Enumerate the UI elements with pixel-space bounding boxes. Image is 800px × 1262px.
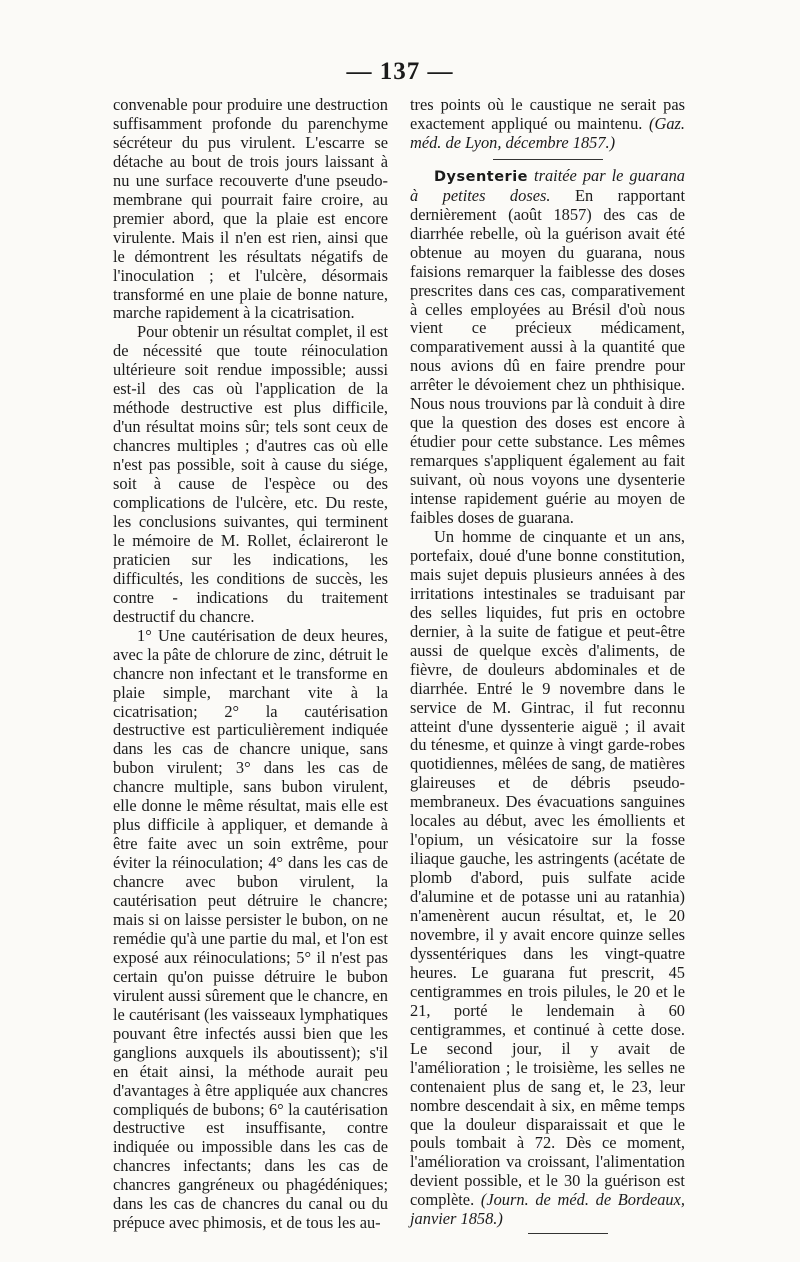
right-column — [410, 96, 685, 1234]
paragraph-continuation: convenable pour produire une destruction suffisamment profonde du parenchyme sécréteur du pus virulent. L'escarre se détache au bout de trois jours laissant à nu une surface recouverte d'une pseudo-membrane qui pourrait faire croire, au premier abord, que la plaie est encore virulente. Mais il n'en est rien, ainsi que le démontrent les résultats négatifs de l'inoculation ; et l'ulcère, désormais transformé en une plaie de bonne nature, marche rapidement à la cicatrisation. — [113, 95, 388, 323]
section-divider — [493, 159, 603, 160]
paragraph-conclusions-list: 1° Une cautérisation de deux heures, avec la pâte de chlorure de zinc, détruit le chancre non infectant et le transforme en plaie simple, marchant vite à la cicatrisation; 2° la cautérisation destructive est particulièrement indiquée dans les cas de chancre unique, sans bubon virulent; 3° dans les cas de chancre multiple, sans bubon virulent, elle donne le même résultat, mais elle est plus difficile à appliquer, et demande à être faite avec un soin extrême, pour éviter la réinoculation; 4° dans les cas de chancre avec bubon virulent, la cautérisation peut détruire le chancre; mais si on laisse persister le bubon, on ne remédie qu'à une partie du mal, et l'on est exposé aux réinoculations; 5° il n'est pas certain qu'on puisse détruire le bubon virulent aussi sûrement que le chancre, en le cautérisant (les vaisseaux lymphatiques pouvant être infectés aussi bien que les ganglions auxquels ils aboutissent); s'il en était ainsi, la méthode aurait peu d'avantages à être appliquée aux chancres compliqués de bubons; 6° la cautérisation destructive est insuffisante, contre indiquée ou impossible dans les cas de chancres infectants; dans les cas de chancres gangréneux ou phagédéniques; dans les cas de chancres du canal ou du prépuce avec phimosis, et de tous les au- — [113, 625, 388, 1233]
article-title: Dysenterie — [434, 168, 528, 185]
article-dysenterie-intro — [410, 167, 685, 528]
paragraph-text: tres points où le caustique ne serait pas exactement appliqué ou maintenu. — [410, 95, 685, 133]
paragraph-complete-result: Pour obtenir un résultat complet, il est de nécessité que toute réinoculation ultérieure soit rendue impossible; aussi est-il des cas où l'application de la méthode destructive est plus difficile, d'un résultat moins sûr; tels sont ceux de chancres multiples ; d'autres cas où elle n'est pas possible, soit à cause du siége, soit à cause de l'espèce ou des complications de l'ulcère, etc. Du reste, les conclusions suivantes, qui terminent le mémoire de M. Rollet, éclaireront le praticien sur les indications, les difficultés, les conditions de succès, les contre - indications du traitement destructif du chancre. — [113, 322, 388, 626]
paragraph-case-report — [410, 528, 685, 1229]
left-column — [113, 96, 388, 1233]
paragraph-text: Un homme de cinquante et un ans, portefaix, doué d'une bonne constitution, mais sujet depuis plusieurs années à des irritations intestinales se traduisant par des selles liquides, fut pris en octobre dernier, à la suite de fatigue et peut-être aussi de quelque excès d'aliments, de fièvre, de douleurs abdominales et de diarrhée. Entré le 9 novembre dans le service de M. Gintrac, il fut reconnu atteint d'une dyssenterie aiguë ; il avait du ténesme, et quinze à vingt garde-robes quotidiennes, mêlées de sang, de matières glaireuses et de débris pseudo-membraneux. Des évacuations sanguines locales au début, avec les émollients et l'opium, un vésicatoire sur la fosse iliaque gauche, les astringents (acétate de plomb d'abord, puis sulfate acide d'alumine et de potasse uni au ratanhia) n'amenèrent aucun résultat, et, le 20 novembre, il y avait encore quinze selles dyssentériques dans les vingt-quatre heures. Le guarana fut prescrit, 45 centigrammes en trois pilules, le 20 et le 21, porté le lendemain à 60 centigrammes, et continué à cette dose. Le second jour, il y avait de l'amélioration ; le troisième, les selles ne contenaient plus de sang et, le 23, leur nombre descendait à six, en même temps que la douleur disparaissait et que le pouls tombait à 72. Dès ce moment, l'amélioration va croissant, l'alimentation devient possible, et le 30 la guérison est complète. — [410, 526, 685, 1210]
article-subtitle: traitée par le guarana à petites doses. — [410, 165, 685, 205]
source-citation: (Gaz. méd. de Lyon, décembre 1857.) — [410, 113, 685, 152]
end-divider — [528, 1233, 608, 1234]
paragraph-continuation-right — [410, 96, 685, 153]
paragraph-text: En rapportant dernièrement (août 1857) des cas de diarrhée rebelle, où la guérison avait été obtenue au moyen du guarana, nous faisions remarquer la faiblesse des doses prescrites dans ces cas, comparativement à celles employées au Brésil d'où nous vient ce précieux médicament, comparativement aussi à la quantité que nous avions dû en faire prendre pour arrêter le dévoiement chez un phthisique. Nous nous trouvions par là conduit à dire que la question des doses est encore à étudier pour cette substance. Les mêmes remarques s'appliquent également au fait suivant, où nous voyons une dysenterie intense rapidement guérie au moyen de faibles doses de guarana. — [410, 185, 685, 528]
source-citation: (Journ. de méd. de Bordeaux, janvier 1858.) — [410, 1190, 685, 1229]
page-number: — 137 — — [346, 58, 454, 85]
